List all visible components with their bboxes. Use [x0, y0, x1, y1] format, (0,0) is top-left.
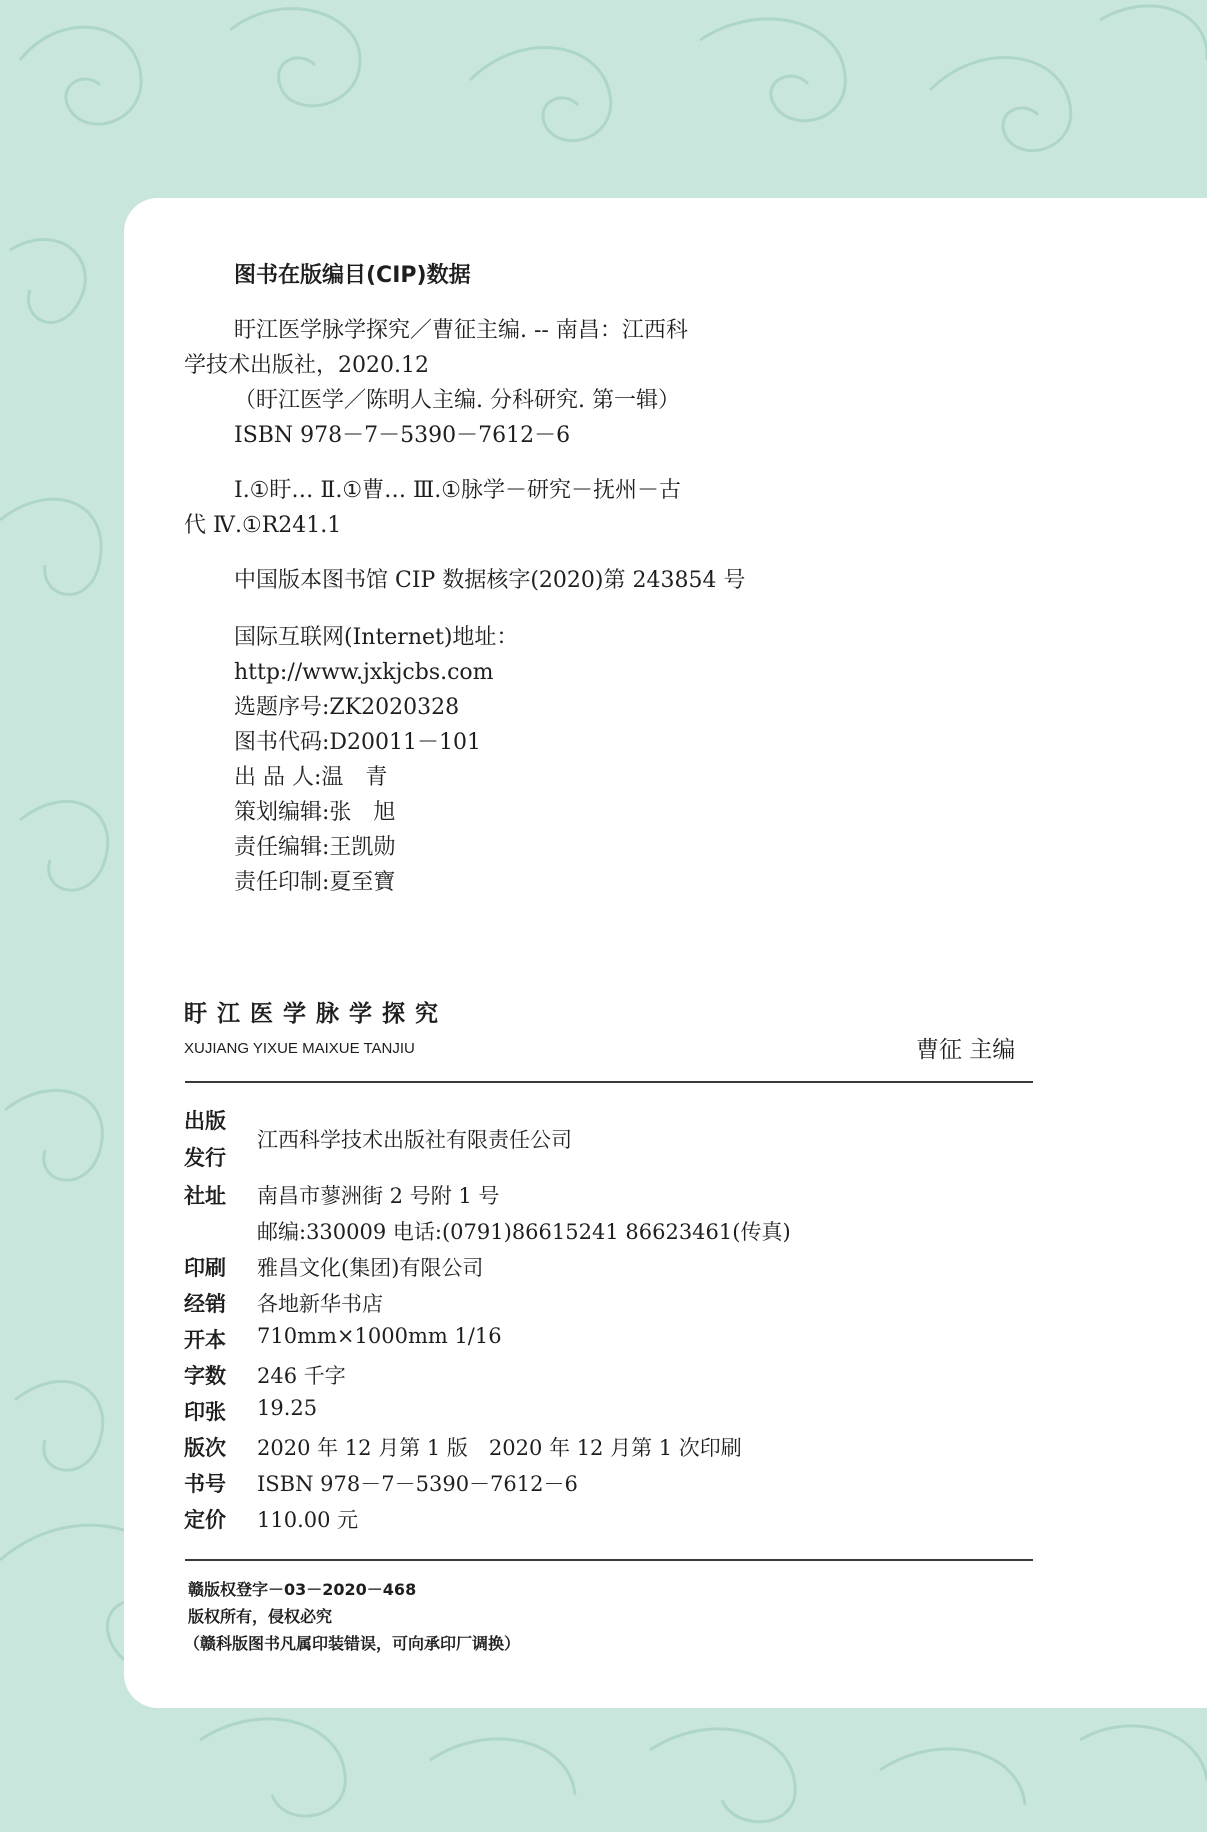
address-label: 社址 — [184, 1184, 226, 1208]
cip-line-isbn: ISBN 978－7－5390－7612－6 — [234, 423, 571, 448]
cip-line-1: 盱江医学脉学探究／曹征主编. -- 南昌：江西科 — [234, 318, 688, 343]
sheets-label: 印张 — [184, 1400, 226, 1424]
internet-label: 国际互联网(Internet)地址： — [234, 625, 519, 650]
distribution-value: 各地新华书店 — [257, 1292, 383, 1316]
cip-line-3: （盱江医学／陈明人主编. 分科研究. 第一辑） — [234, 388, 680, 413]
cip-line-2: 学技术出版社，2020.12 — [184, 353, 429, 378]
publisher-label-2: 发行 — [184, 1146, 226, 1170]
isbn-label: 书号 — [184, 1472, 226, 1496]
book-code: 图书代码:D20011－101 — [234, 730, 482, 755]
responsible-editor: 责任编辑:王凯勋 — [234, 835, 396, 860]
distribution-label: 经销 — [184, 1292, 226, 1316]
publisher-url: http://www.jxkjcbs.com — [234, 660, 494, 685]
print-supervisor: 责任印制:夏至寶 — [234, 870, 396, 895]
footer-rule — [185, 1559, 1033, 1561]
topic-number: 选题序号:ZK2020328 — [234, 695, 460, 720]
book-title: 盱江医学脉学探究 — [184, 1001, 448, 1027]
publisher-label-1: 出版 — [184, 1109, 226, 1133]
title-rule — [185, 1081, 1033, 1083]
edition-label: 版次 — [184, 1436, 226, 1460]
cip-line-7: 中国版本图书馆 CIP 数据核字(2020)第 243854 号 — [234, 568, 746, 593]
book-title-pinyin: XUJIANG YIXUE MAIXUE TANJIU — [184, 1040, 415, 1057]
postcode-phone: 邮编:330009 电话:(0791)86615241 86623461(传真) — [257, 1220, 791, 1244]
book-editor: 曹征 主编 — [916, 1037, 1016, 1063]
copyright-registration: 赣版权登字－03－2020－468 — [188, 1580, 417, 1599]
publisher-value: 江西科学技术出版社有限责任公司 — [257, 1128, 572, 1152]
wordcount-value: 246 千字 — [257, 1364, 346, 1388]
cip-heading: 图书在版编目(CIP)数据 — [234, 263, 471, 288]
price-value: 110.00 元 — [257, 1508, 359, 1532]
rights-reserved: 版权所有，侵权必究 — [188, 1607, 333, 1626]
format-label: 开本 — [184, 1328, 226, 1352]
isbn-value: ISBN 978－7－5390－7612－6 — [257, 1472, 578, 1496]
edition-value: 2020 年 12 月第 1 版 2020 年 12 月第 1 次印刷 — [257, 1436, 742, 1460]
price-label: 定价 — [184, 1508, 226, 1532]
cip-line-6: 代 Ⅳ.①R241.1 — [184, 513, 342, 538]
format-value: 710mm×1000mm 1/16 — [257, 1324, 502, 1348]
sheets-value: 19.25 — [257, 1396, 318, 1420]
producer: 出 品 人:温 青 — [234, 765, 388, 790]
wordcount-label: 字数 — [184, 1364, 226, 1388]
address-value: 南昌市蓼洲街 2 号附 1 号 — [257, 1184, 500, 1208]
printing-value: 雅昌文化(集团)有限公司 — [257, 1256, 484, 1280]
misprint-notice: （赣科版图书凡属印装错误，可向承印厂调换） — [184, 1634, 521, 1653]
cip-line-5: Ⅰ.①盱… Ⅱ.①曹… Ⅲ.①脉学－研究－抚州－古 — [234, 478, 681, 503]
printing-label: 印刷 — [184, 1256, 226, 1280]
planning-editor: 策划编辑:张 旭 — [234, 800, 396, 825]
